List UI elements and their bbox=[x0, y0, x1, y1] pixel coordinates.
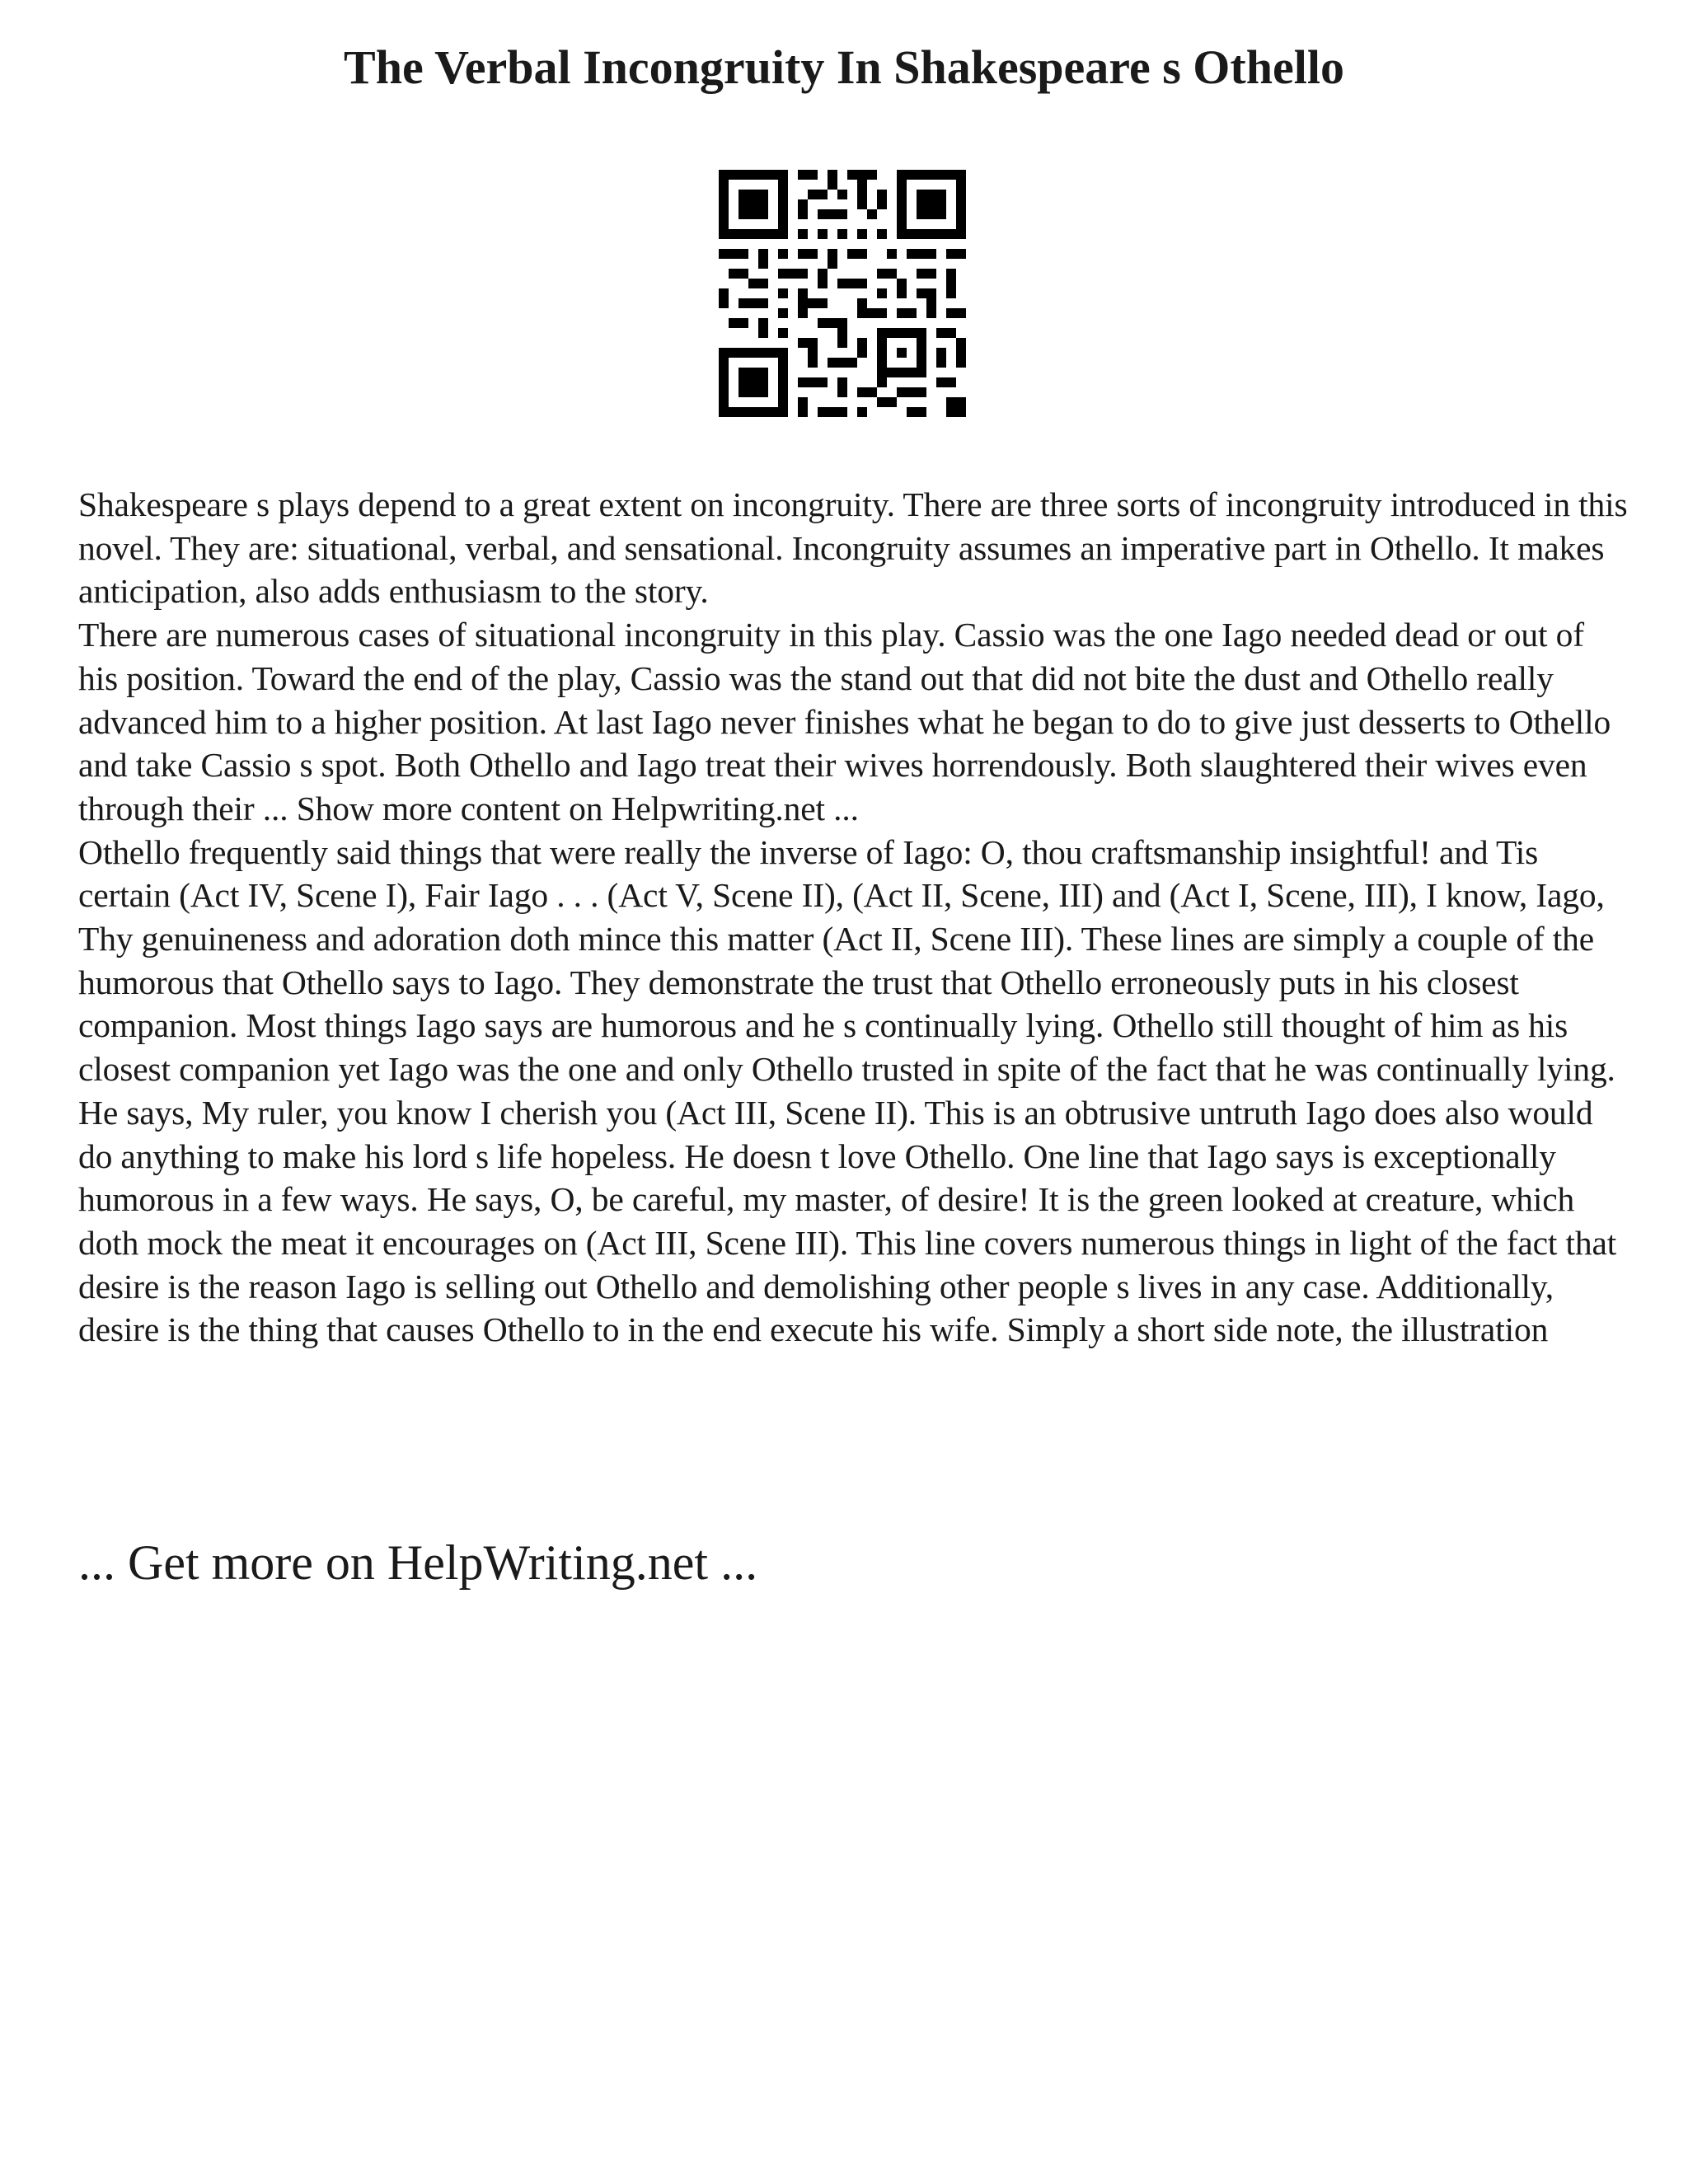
paragraph: Shakespeare s plays depend to a great extent on incongruity. There are three sorts of incongruity introduced in this novel. They are: situational, verbal, and sensational. Incongruity assumes an imperative part in Othello. It makes anticipation, also adds enthusiasm to the story. bbox=[78, 485, 1628, 611]
qr-code-icon bbox=[719, 170, 966, 417]
article-body bbox=[78, 483, 1628, 1352]
paragraph: Othello frequently said things that were really the inverse of Iago: O, thou craftsmanship insightful! and Tis certain (Act IV, Scene I), Fair Iago . . . (Act V, Scene II), (Act II, Scene, III) and (Act I, Scene, III), I know, Iago, Thy genuineness and adoration doth mince this matter (Act II, Scene III). These lines are simply a couple of the humorous that Othello says to Iago. They demonstrate the trust that Othello erroneously puts in his closest companion. Most things Iago says are humorous and he s continually lying. Othello still thought of him as his closest companion yet Iago was the one and only Othello trusted in spite of the fact that he was continually lying. He says, My ruler, you know I cherish you (Act III, Scene II). This is an obtrusive untruth Iago does also would do anything to make his lord s life hopeless. He doesn t love Othello. One line that Iago says is exceptionally humorous in a few ways. He says, O, be careful, my master, of desire! It is the green looked at creature, which doth mock the meat it encourages on (Act III, Scene III). This line covers numerous things in light of the fact that desire is the reason Iago is selling out Othello and demolishing other people s lives in any case. Additionally, desire is the thing that causes Othello to in the end execute his wife. Simply a short side note, the illustration bbox=[78, 832, 1617, 1349]
page-title: The Verbal Incongruity In Shakespeare s Othello bbox=[344, 40, 1344, 94]
paragraph: There are numerous cases of situational incongruity in this play. Cassio was the one Iago needed dead or out of his position. Toward the end of the play, Cassio was the stand out that did not bite the dust and Othello really advanced him to a higher position. At last Iago never finishes what he began to do to give just desserts to Othello and take Cassio s spot. Both Othello and Iago treat their wives horrendously. Both slaughtered their wives even through their ... Show more content on Helpwriting.net ... bbox=[78, 616, 1611, 827]
get-more-link[interactable]: ... Get more on HelpWriting.net ... bbox=[78, 1535, 758, 1590]
